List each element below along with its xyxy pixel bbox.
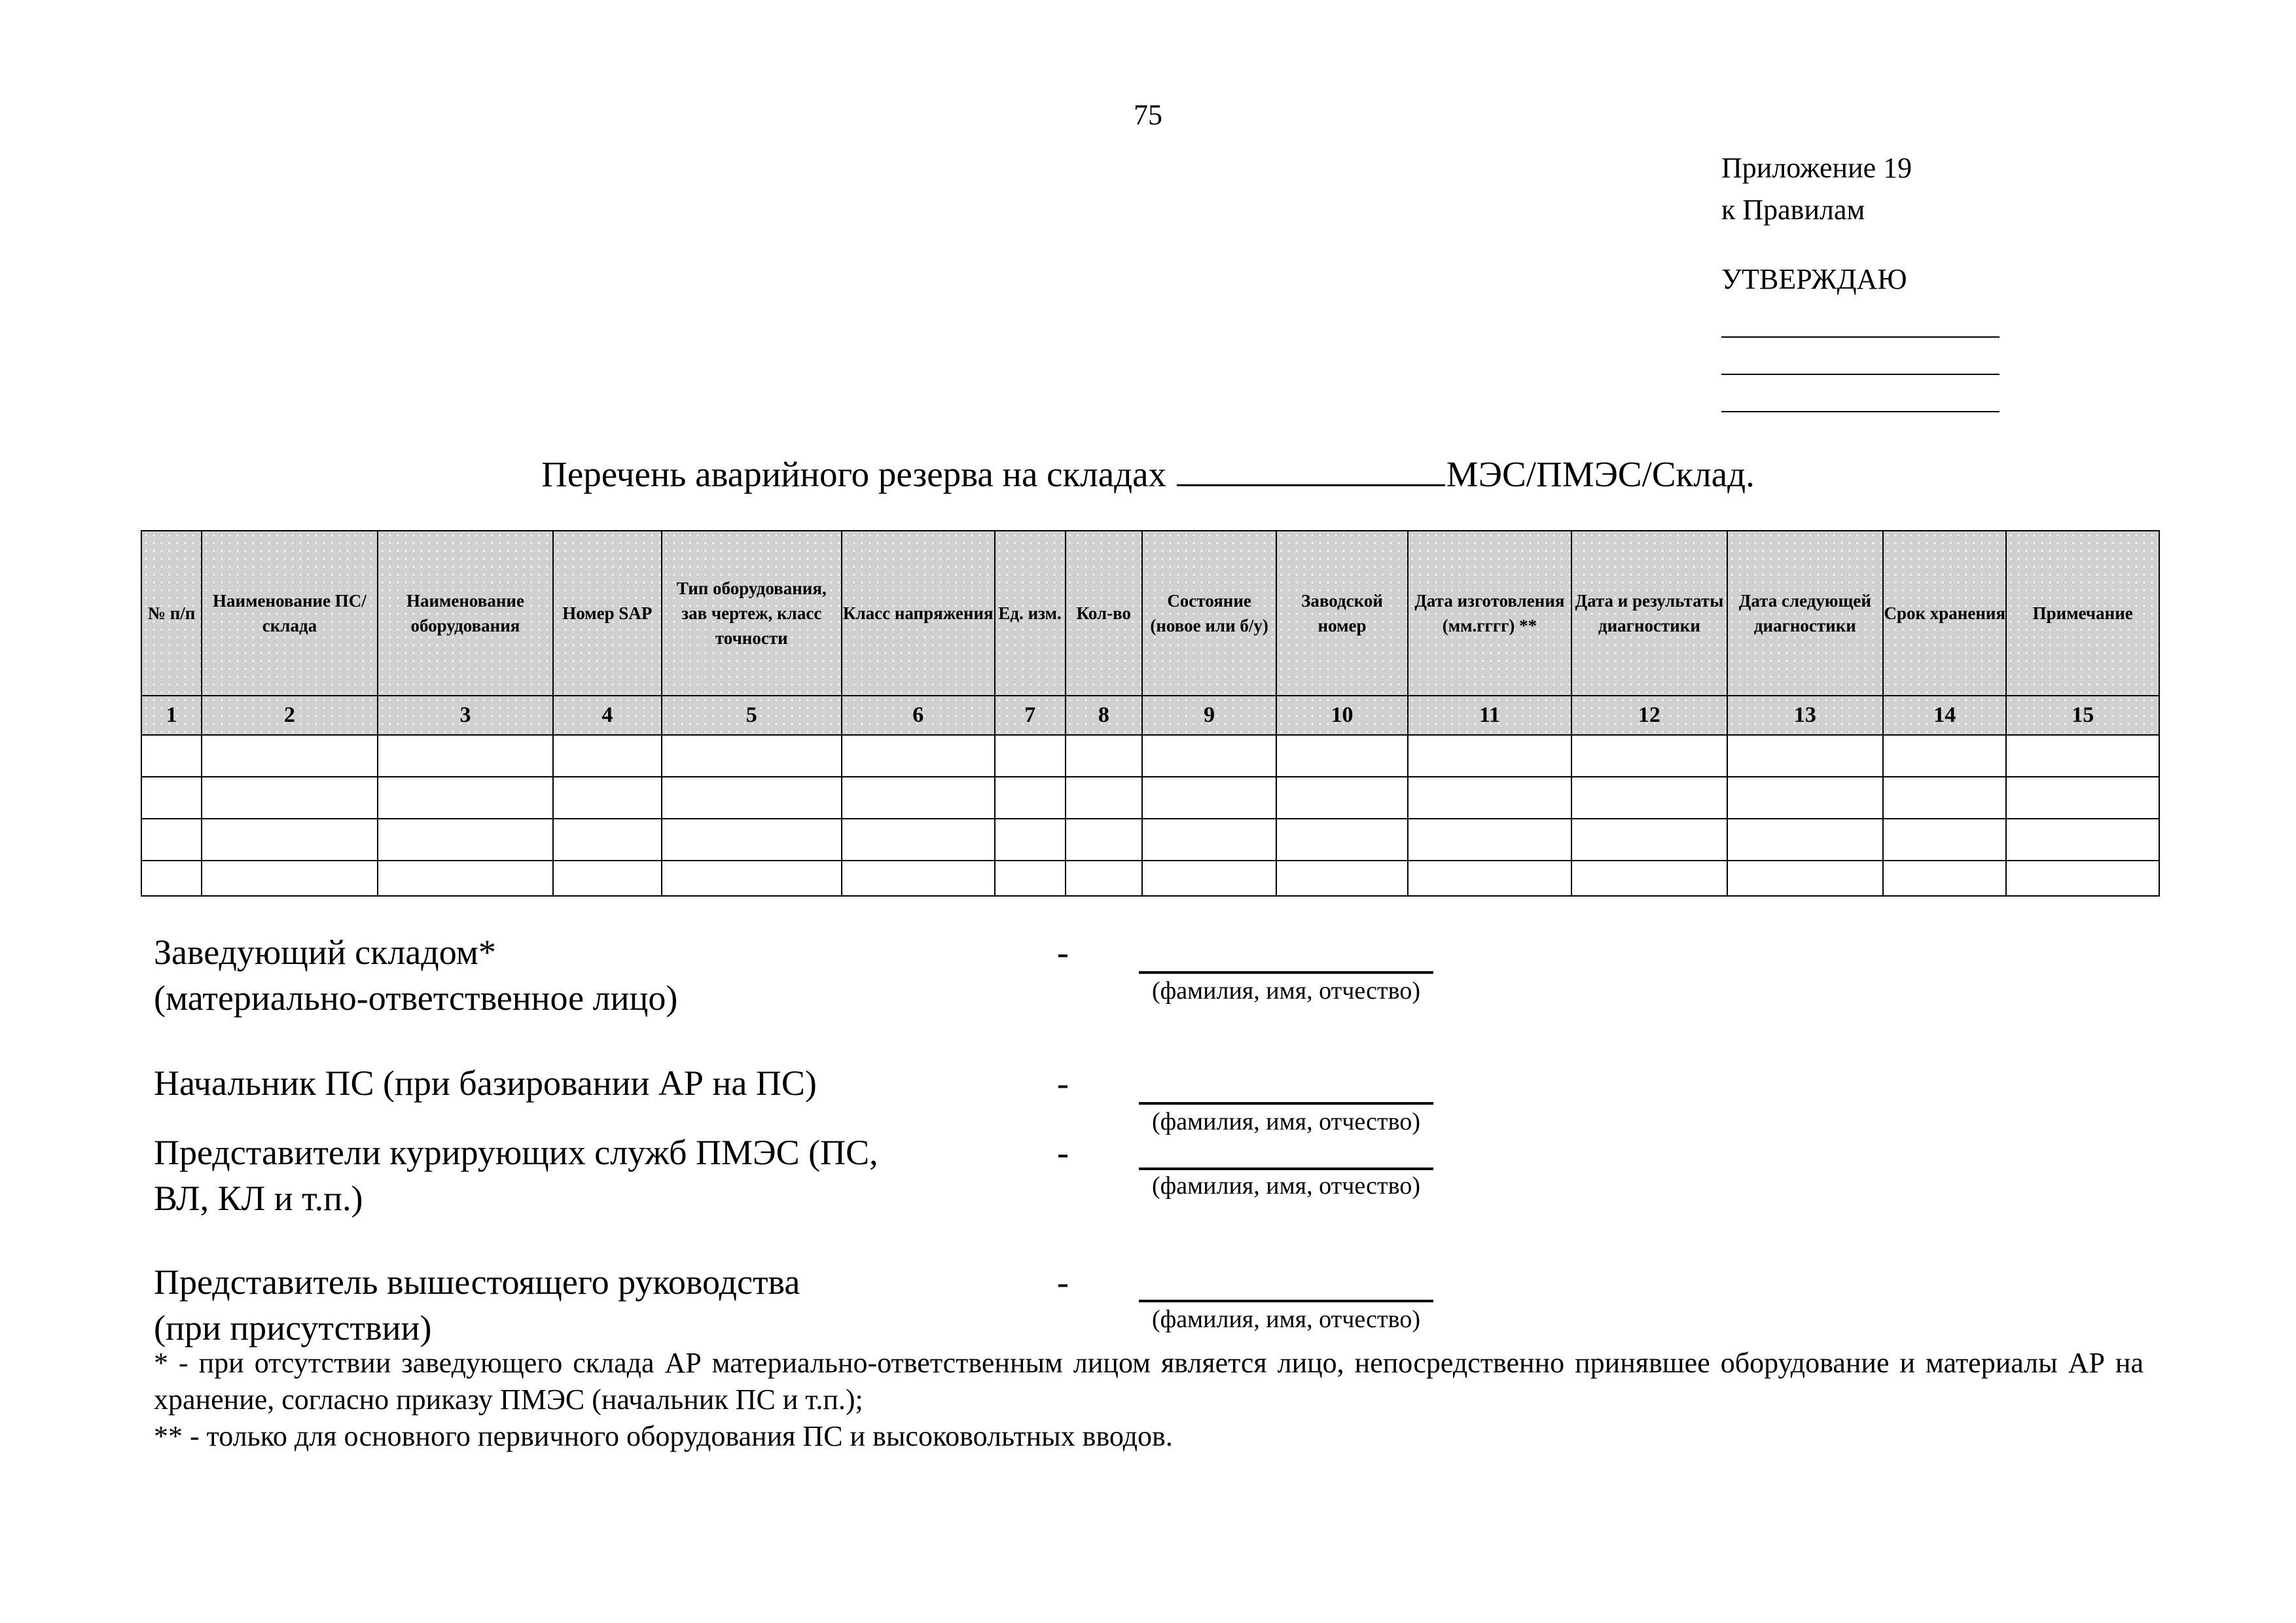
signature-label: ВЛ, КЛ и т.п.) [154, 1179, 363, 1218]
col-number: 4 [553, 696, 661, 735]
col-number: 3 [378, 696, 554, 735]
table-cell[interactable] [1727, 819, 1883, 861]
table-cell[interactable] [2006, 861, 2159, 896]
table-cell[interactable] [1571, 819, 1727, 861]
approve-label: УТВЕРЖДАЮ [1721, 263, 1907, 295]
approval-signature-line-2[interactable] [1721, 338, 2000, 375]
table-cell[interactable] [995, 819, 1066, 861]
col-number: 10 [1276, 696, 1407, 735]
table-cell[interactable] [1727, 735, 1883, 777]
signature-supervising-services [154, 1130, 1430, 1228]
col-header: Примечание [2006, 531, 2159, 696]
warehouse-name-blank[interactable] [1177, 452, 1445, 486]
col-header: № п/п [141, 531, 202, 696]
table-cell[interactable] [1727, 777, 1883, 819]
appendix-label: Приложение 19 [1721, 152, 1912, 184]
table-cell[interactable] [1883, 861, 2006, 896]
table-cell[interactable] [553, 777, 661, 819]
table-cell[interactable] [1142, 819, 1276, 861]
table-cell[interactable] [553, 819, 661, 861]
col-number: 11 [1408, 696, 1571, 735]
col-header: Заводской номер [1276, 531, 1407, 696]
signature-dash: - [1057, 1063, 1069, 1103]
table-cell[interactable] [1883, 735, 2006, 777]
table-cell[interactable] [1571, 735, 1727, 777]
col-number: 15 [2006, 696, 2159, 735]
table-cell[interactable] [2006, 735, 2159, 777]
signature-hint: (фамилия, имя, отчество) [1151, 1306, 1420, 1333]
signature-dash: - [1057, 1133, 1069, 1172]
table-cell[interactable] [1276, 819, 1407, 861]
signature-label: Представители курирующих служб ПМЭС (ПС, [154, 1133, 878, 1172]
table-cell[interactable] [1066, 777, 1142, 819]
table-cell[interactable] [842, 735, 994, 777]
col-header: Наименование ПС/склада [202, 531, 378, 696]
col-header: Ед. изм. [995, 531, 1066, 696]
signature-senior-management [154, 1259, 1430, 1357]
col-header: Дата изготовления (мм.гггг) ** [1408, 531, 1571, 696]
table-cell[interactable] [995, 735, 1066, 777]
footnotes [154, 1345, 2144, 1455]
col-header: Класс напряжения [842, 531, 994, 696]
col-number: 8 [1066, 696, 1142, 735]
table-cell[interactable] [378, 861, 554, 896]
col-header: Номер SAP [553, 531, 661, 696]
signature-substation-head [154, 1060, 1430, 1135]
col-header: Кол-во [1066, 531, 1142, 696]
col-header: Тип оборудования, зав чертеж, класс точности [662, 531, 842, 696]
table-cell[interactable] [662, 777, 842, 819]
page-number: 75 [1134, 99, 1162, 131]
table-cell[interactable] [1408, 777, 1571, 819]
signature-label: Начальник ПС (при базировании АР на ПС) [154, 1063, 817, 1103]
table-cell[interactable] [141, 819, 202, 861]
table-cell[interactable] [662, 819, 842, 861]
table-row [141, 777, 2159, 819]
table-cell[interactable] [202, 777, 378, 819]
list-title-suffix: МЭС/ПМЭС/Склад. [1446, 454, 1755, 494]
table-cell[interactable] [1727, 861, 1883, 896]
col-header: Состояние (новое или б/у) [1142, 531, 1276, 696]
list-title-prefix: Перечень аварийного резерва на складах [541, 454, 1167, 494]
approval-signature-line-1[interactable] [1721, 300, 2000, 338]
rules-label: к Правилам [1721, 194, 1865, 226]
table-row [141, 819, 2159, 861]
table-cell[interactable] [1883, 819, 2006, 861]
table-cell[interactable] [995, 861, 1066, 896]
table-cell[interactable] [202, 735, 378, 777]
table-cell[interactable] [1276, 777, 1407, 819]
col-header: Дата следующей диагностики [1727, 531, 1883, 696]
table-cell[interactable] [378, 735, 554, 777]
table-cell[interactable] [662, 735, 842, 777]
table-cell[interactable] [842, 861, 994, 896]
table-cell[interactable] [842, 777, 994, 819]
table-cell[interactable] [2006, 819, 2159, 861]
signature-warehouse-head [154, 929, 1430, 1034]
col-header: Срок хранения [1883, 531, 2006, 696]
table-cell[interactable] [1066, 861, 1142, 896]
table-cell[interactable] [1571, 861, 1727, 896]
signature-line[interactable] [1139, 1061, 1433, 1105]
table-cell[interactable] [1276, 735, 1407, 777]
table-cell[interactable] [1066, 819, 1142, 861]
signature-label: Представитель вышестоящего руководства [154, 1262, 800, 1302]
table-cell[interactable] [1408, 861, 1571, 896]
table-cell[interactable] [1571, 777, 1727, 819]
table-cell[interactable] [1066, 735, 1142, 777]
table-cell[interactable] [1142, 777, 1276, 819]
signature-line[interactable] [1139, 931, 1433, 974]
signature-line[interactable] [1139, 1131, 1433, 1170]
footnote: * - при отсутствии заведующего склада АР материально-ответственным лицом является лицо, непосредственно принявшее оборудование и материалы АР на хранение, согласно приказу ПМЭС (начальник ПС и т.п.); [154, 1347, 2144, 1416]
signature-label: (материально-ответственное лицо) [154, 978, 678, 1018]
reserve-table [141, 530, 2160, 897]
signature-hint: (фамилия, имя, отчество) [1151, 1172, 1420, 1200]
table-cell[interactable] [1276, 861, 1407, 896]
table-cell[interactable] [378, 777, 554, 819]
table-cell[interactable] [202, 861, 378, 896]
table-cell[interactable] [995, 777, 1066, 819]
signature-dash: - [1057, 933, 1069, 972]
col-number: 1 [141, 696, 202, 735]
col-number: 12 [1571, 696, 1727, 735]
footnote: ** - только для основного первичного оборудования ПС и высоковольтных вводов. [154, 1420, 1173, 1452]
table-cell[interactable] [842, 819, 994, 861]
table-cell[interactable] [141, 861, 202, 896]
table-cell[interactable] [1408, 735, 1571, 777]
table-row [141, 735, 2159, 777]
col-header: Дата и результаты диагностики [1571, 531, 1727, 696]
header-row [141, 531, 2159, 696]
signature-label: (при присутствии) [154, 1308, 432, 1347]
approval-block [1721, 147, 2000, 412]
table-cell[interactable] [202, 819, 378, 861]
col-number: 5 [662, 696, 842, 735]
column-number-row [141, 696, 2159, 735]
approval-signature-line-3[interactable] [1721, 375, 2000, 412]
signature-dash: - [1057, 1262, 1069, 1302]
table-cell[interactable] [1408, 819, 1571, 861]
col-number: 9 [1142, 696, 1276, 735]
signature-hint: (фамилия, имя, отчество) [1151, 1108, 1420, 1135]
table-cell[interactable] [2006, 777, 2159, 819]
table-cell[interactable] [141, 777, 202, 819]
col-number: 2 [202, 696, 378, 735]
col-number: 7 [995, 696, 1066, 735]
signature-line[interactable] [1139, 1260, 1433, 1302]
table-row [141, 861, 2159, 896]
table-cell[interactable] [141, 735, 202, 777]
table-cell[interactable] [553, 735, 661, 777]
table-cell[interactable] [378, 819, 554, 861]
table-cell[interactable] [553, 861, 661, 896]
signature-label: Заведующий складом* [154, 933, 496, 972]
table-cell[interactable] [1142, 861, 1276, 896]
col-number: 6 [842, 696, 994, 735]
table-cell[interactable] [662, 861, 842, 896]
signature-hint: (фамилия, имя, отчество) [1151, 977, 1420, 1005]
col-header: Наименование оборудования [378, 531, 554, 696]
table-cell[interactable] [1883, 777, 2006, 819]
col-number: 14 [1883, 696, 2006, 735]
list-title [0, 452, 2296, 495]
col-number: 13 [1727, 696, 1883, 735]
table-cell[interactable] [1142, 735, 1276, 777]
